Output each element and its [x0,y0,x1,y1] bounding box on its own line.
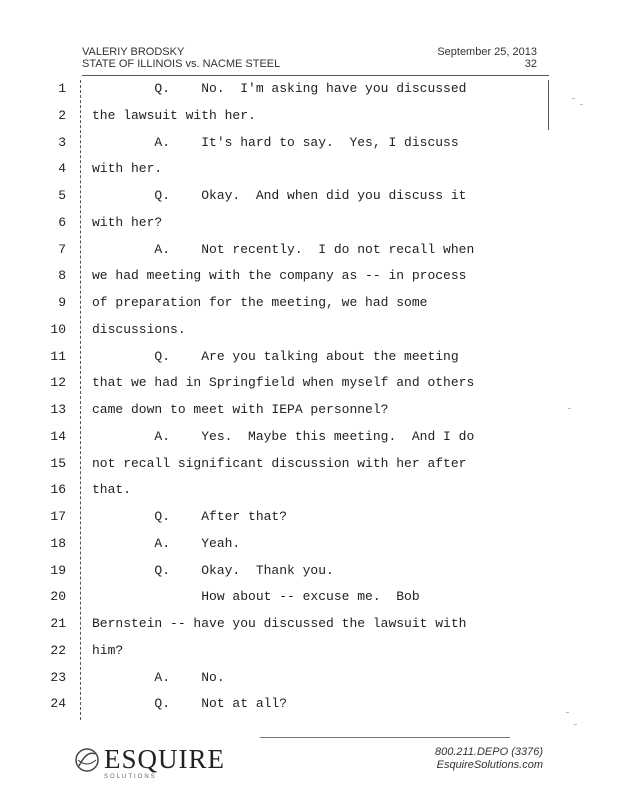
transcript-line [0,135,619,162]
line-number: 14 [50,428,66,444]
transcript-line [0,242,619,269]
line-number: 5 [58,188,66,203]
line-number: 13 [50,402,66,417]
transcript-line [0,375,619,402]
line-text: we had meeting with the company as -- in process [92,268,467,284]
line-text: Q. No. I'm asking have you discussed [92,81,467,96]
line-text: Q. After that? [92,509,288,524]
logo-wordmark: ESQUIRE [104,744,225,774]
transcript-line [0,563,619,590]
transcript-line [0,322,619,349]
transcript-line [0,81,619,108]
line-text: the lawsuit with her. [92,107,256,123]
line-number: 15 [50,455,66,471]
scan-speck [568,408,571,409]
line-text: not recall significant discussion with her after [92,455,467,471]
line-text: discussions. [92,321,186,337]
contact-website: EsquireSolutions.com [436,759,543,771]
transcript-line [0,696,619,723]
header-rule [82,75,549,76]
line-number: 1 [58,81,66,96]
transcript-line [0,482,619,509]
line-number: 18 [50,535,66,551]
scan-speck [566,712,569,713]
line-text: A. No. [92,669,225,685]
logo-subtext: SOLUTIONS [104,774,157,780]
line-number: 11 [50,348,66,364]
line-number: 22 [50,642,66,658]
line-number: 3 [58,134,66,150]
scan-speck [572,98,575,99]
line-number: 7 [58,241,66,257]
line-number: 10 [50,321,66,337]
line-text: with her. [92,161,163,177]
transcript-line [0,670,619,697]
line-text: Q. Okay. Thank you. [92,562,334,578]
line-text: Q. Not at all? [92,696,288,712]
line-number: 4 [58,161,66,177]
line-number: 17 [50,509,66,524]
line-text: of preparation for the meeting, we had some [92,295,428,310]
line-text: him? [92,642,124,658]
header-left [82,46,280,70]
line-number: 24 [50,696,66,712]
line-text: came down to meet with IEPA personnel? [92,402,389,417]
scan-speck [574,724,577,725]
line-number: 20 [50,589,66,605]
transcript-line [0,268,619,295]
transcript-line [0,589,619,616]
transcript-line [0,295,619,322]
line-number: 8 [58,268,66,284]
contact-info [435,746,543,772]
witness-name: VALERIY BRODSKY [82,46,185,58]
line-text: A. It's hard to say. Yes, I discuss [92,134,459,150]
scan-speck [580,104,583,105]
line-text: A. Yeah. [92,535,241,551]
logo-emblem-icon [72,746,102,774]
deposition-date: September 25, 2013 [437,46,537,58]
transcript-line [0,643,619,670]
page-number: 32 [524,58,537,70]
line-text: Q. Okay. And when did you discuss it [92,188,467,203]
line-text: How about -- excuse me. Bob [92,589,420,605]
line-text: Q. Are you talking about the meeting [92,348,459,364]
line-number: 16 [50,482,66,498]
transcript-line [0,161,619,188]
transcript-line [0,616,619,643]
line-text: Bernstein -- have you discussed the lawsuit with [92,616,467,631]
transcript-line [0,349,619,376]
line-number: 2 [58,107,66,123]
transcript-line [0,456,619,483]
line-number: 12 [50,375,66,391]
transcript-line [0,215,619,242]
transcript-line [0,108,619,135]
contact-phone: 800.211.DEPO (3376) [434,746,543,758]
transcript-line [0,188,619,215]
line-number: 21 [50,616,66,631]
transcript-line [0,402,619,429]
transcript-line [0,509,619,536]
esquire-logo [72,744,225,780]
line-text: A. Not recently. I do not recall when [92,241,475,257]
case-title: STATE OF ILLINOIS vs. NACME STEEL [82,58,281,70]
line-number: 23 [50,669,66,685]
footer-rule [260,737,510,738]
line-text: with her? [92,214,163,230]
line-number: 9 [58,295,66,310]
header-right [437,46,537,70]
line-number: 19 [50,562,66,578]
transcript-line [0,429,619,456]
line-text: A. Yes. Maybe this meeting. And I do [92,428,475,444]
line-text: that. [92,482,132,498]
line-text: that we had in Springfield when myself and others [92,375,475,391]
line-number: 6 [58,214,66,230]
transcript-line [0,536,619,563]
